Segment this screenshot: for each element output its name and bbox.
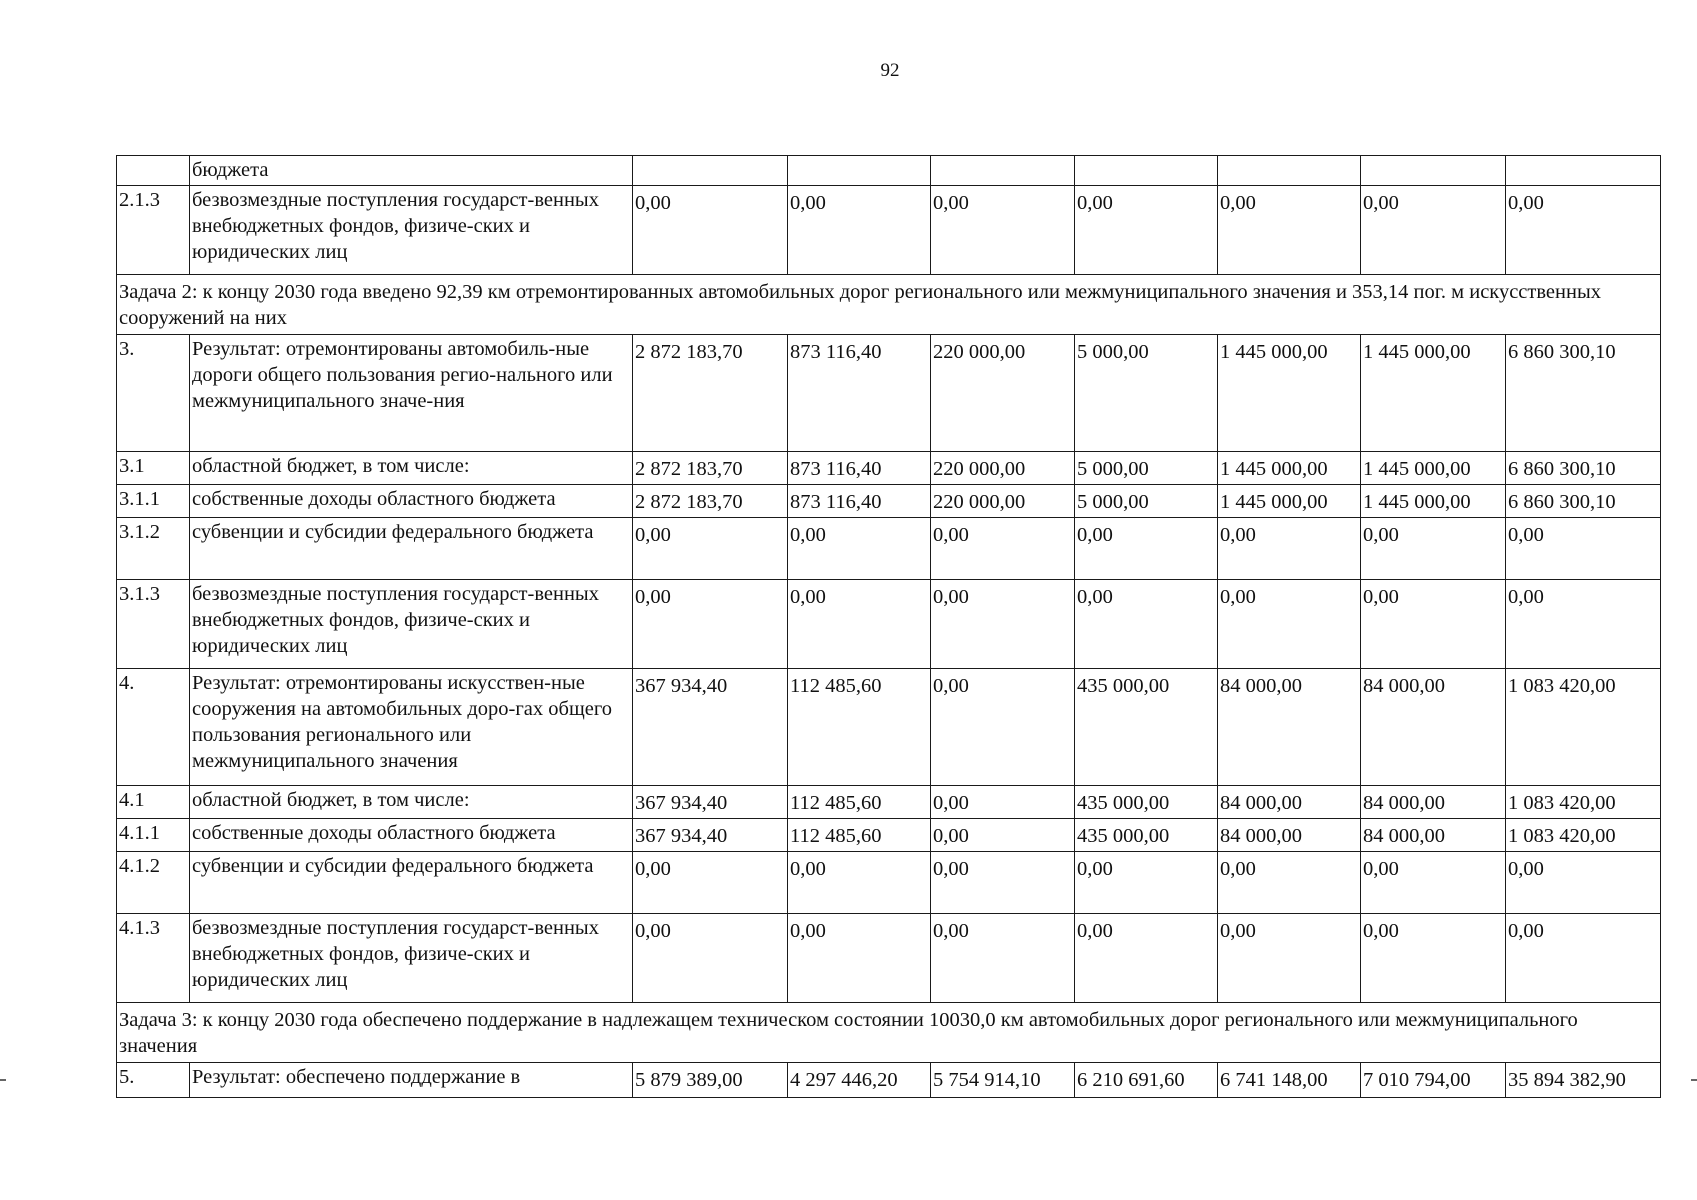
table-row bbox=[117, 156, 1661, 186]
row-code-cell: 3.1.3 bbox=[117, 580, 190, 669]
value-cell: 435 000,00 bbox=[1075, 786, 1218, 819]
value-cell: 112 485,60 bbox=[788, 819, 931, 852]
task-heading-cell: Задача 3: к концу 2030 года обеспечено поддержание в надлежащем техническом состоянии 10030,0 км автомобильных дорог регионального или межмуниципального значения bbox=[117, 1003, 1661, 1063]
value-cell: 1 083 420,00 bbox=[1506, 786, 1661, 819]
value-cell: 367 934,40 bbox=[633, 819, 788, 852]
value-cell: 6 860 300,10 bbox=[1506, 452, 1661, 485]
value-cell: 0,00 bbox=[788, 186, 931, 275]
row-name-cell: безвозмездные поступления государст-венных внебюджетных фондов, физиче-ских и юридических лиц bbox=[190, 580, 633, 669]
value-cell: 0,00 bbox=[1075, 914, 1218, 1003]
row-code-cell: 4.1.1 bbox=[117, 819, 190, 852]
value-cell: 0,00 bbox=[931, 914, 1075, 1003]
value-cell: 0,00 bbox=[1506, 186, 1661, 275]
value-cell: 35 894 382,90 bbox=[1506, 1063, 1661, 1098]
value-cell: 1 083 420,00 bbox=[1506, 669, 1661, 786]
value-cell: 5 000,00 bbox=[1075, 485, 1218, 518]
value-cell: 367 934,40 bbox=[633, 669, 788, 786]
value-cell: 873 116,40 bbox=[788, 452, 931, 485]
value-cell: 6 860 300,10 bbox=[1506, 335, 1661, 452]
value-cell: 0,00 bbox=[1506, 518, 1661, 580]
table-row bbox=[117, 518, 1661, 580]
value-cell: 1 445 000,00 bbox=[1218, 485, 1361, 518]
value-cell: 873 116,40 bbox=[788, 335, 931, 452]
row-name-cell: собственные доходы областного бюджета bbox=[190, 819, 633, 852]
value-cell: 2 872 183,70 bbox=[633, 485, 788, 518]
value-cell bbox=[633, 156, 788, 186]
value-cell: 84 000,00 bbox=[1218, 786, 1361, 819]
value-cell: 0,00 bbox=[1361, 914, 1506, 1003]
value-cell: 367 934,40 bbox=[633, 786, 788, 819]
table-row bbox=[117, 186, 1661, 275]
value-cell: 0,00 bbox=[1361, 518, 1506, 580]
value-cell: 220 000,00 bbox=[931, 485, 1075, 518]
value-cell: 2 872 183,70 bbox=[633, 335, 788, 452]
value-cell: 0,00 bbox=[931, 580, 1075, 669]
value-cell: 1 445 000,00 bbox=[1218, 335, 1361, 452]
value-cell: 0,00 bbox=[931, 186, 1075, 275]
value-cell: 0,00 bbox=[931, 819, 1075, 852]
table-row bbox=[117, 452, 1661, 485]
value-cell: 84 000,00 bbox=[1218, 819, 1361, 852]
row-code-cell: 4.1.3 bbox=[117, 914, 190, 1003]
value-cell: 0,00 bbox=[931, 669, 1075, 786]
row-code-cell: 5. bbox=[117, 1063, 190, 1098]
value-cell: 0,00 bbox=[1506, 914, 1661, 1003]
value-cell: 0,00 bbox=[1218, 852, 1361, 914]
value-cell: 1 445 000,00 bbox=[1361, 485, 1506, 518]
value-cell: 0,00 bbox=[788, 852, 931, 914]
value-cell: 0,00 bbox=[633, 580, 788, 669]
table-row bbox=[117, 485, 1661, 518]
value-cell: 0,00 bbox=[788, 518, 931, 580]
value-cell bbox=[1506, 156, 1661, 186]
value-cell: 84 000,00 bbox=[1218, 669, 1361, 786]
value-cell: 112 485,60 bbox=[788, 786, 931, 819]
value-cell: 435 000,00 bbox=[1075, 669, 1218, 786]
value-cell: 0,00 bbox=[633, 518, 788, 580]
value-cell: 0,00 bbox=[1218, 914, 1361, 1003]
table-row bbox=[117, 1063, 1661, 1098]
row-name-cell: бюджета bbox=[190, 156, 633, 186]
table-row bbox=[117, 914, 1661, 1003]
row-code-cell: 2.1.3 bbox=[117, 186, 190, 275]
table-row bbox=[117, 669, 1661, 786]
value-cell: 220 000,00 bbox=[931, 452, 1075, 485]
row-code-cell: 4. bbox=[117, 669, 190, 786]
value-cell: 5 000,00 bbox=[1075, 335, 1218, 452]
value-cell: 0,00 bbox=[1218, 518, 1361, 580]
value-cell: 6 860 300,10 bbox=[1506, 485, 1661, 518]
row-name-cell: областной бюджет, в том числе: bbox=[190, 786, 633, 819]
table-row bbox=[117, 786, 1661, 819]
table-row bbox=[117, 852, 1661, 914]
value-cell: 0,00 bbox=[633, 852, 788, 914]
value-cell: 0,00 bbox=[1361, 852, 1506, 914]
value-cell: 0,00 bbox=[1506, 852, 1661, 914]
value-cell: 0,00 bbox=[788, 580, 931, 669]
value-cell: 5 000,00 bbox=[1075, 452, 1218, 485]
left-scan-mark bbox=[0, 1079, 6, 1081]
value-cell: 0,00 bbox=[633, 186, 788, 275]
value-cell: 4 297 446,20 bbox=[788, 1063, 931, 1098]
value-cell: 0,00 bbox=[1218, 580, 1361, 669]
value-cell: 84 000,00 bbox=[1361, 669, 1506, 786]
value-cell: 0,00 bbox=[1075, 852, 1218, 914]
row-name-cell: областной бюджет, в том числе: bbox=[190, 452, 633, 485]
task-row bbox=[117, 275, 1661, 335]
value-cell: 6 210 691,60 bbox=[1075, 1063, 1218, 1098]
budget-table bbox=[116, 155, 1661, 1098]
value-cell: 0,00 bbox=[1361, 186, 1506, 275]
row-code-cell bbox=[117, 156, 190, 186]
value-cell bbox=[1075, 156, 1218, 186]
value-cell: 1 083 420,00 bbox=[1506, 819, 1661, 852]
value-cell: 84 000,00 bbox=[1361, 786, 1506, 819]
row-code-cell: 3.1 bbox=[117, 452, 190, 485]
right-scan-mark bbox=[1691, 1079, 1697, 1081]
value-cell: 0,00 bbox=[1218, 186, 1361, 275]
value-cell: 0,00 bbox=[931, 518, 1075, 580]
value-cell: 84 000,00 bbox=[1361, 819, 1506, 852]
value-cell: 873 116,40 bbox=[788, 485, 931, 518]
value-cell: 0,00 bbox=[788, 914, 931, 1003]
page-number: 92 bbox=[880, 60, 900, 81]
row-name-cell: Результат: отремонтированы автомобиль-ные дороги общего пользования регио-нального или межмуниципального значе-ния bbox=[190, 335, 633, 452]
table-row bbox=[117, 819, 1661, 852]
value-cell bbox=[1218, 156, 1361, 186]
value-cell: 0,00 bbox=[633, 914, 788, 1003]
value-cell bbox=[931, 156, 1075, 186]
row-name-cell: собственные доходы областного бюджета bbox=[190, 485, 633, 518]
task-row bbox=[117, 1003, 1661, 1063]
value-cell: 220 000,00 bbox=[931, 335, 1075, 452]
row-code-cell: 3.1.1 bbox=[117, 485, 190, 518]
table-row bbox=[117, 580, 1661, 669]
row-code-cell: 3. bbox=[117, 335, 190, 452]
value-cell: 5 754 914,10 bbox=[931, 1063, 1075, 1098]
value-cell: 7 010 794,00 bbox=[1361, 1063, 1506, 1098]
row-name-cell: Результат: отремонтированы искусствен-ные сооружения на автомобильных доро-гах общего пользования регионального или межмуниципального значения bbox=[190, 669, 633, 786]
value-cell: 0,00 bbox=[1075, 186, 1218, 275]
row-code-cell: 4.1 bbox=[117, 786, 190, 819]
value-cell: 1 445 000,00 bbox=[1361, 335, 1506, 452]
value-cell bbox=[788, 156, 931, 186]
row-code-cell: 4.1.2 bbox=[117, 852, 190, 914]
row-name-cell: безвозмездные поступления государст-венных внебюджетных фондов, физиче-ских и юридических лиц bbox=[190, 186, 633, 275]
row-name-cell: безвозмездные поступления государст-венных внебюджетных фондов, физиче-ских и юридических лиц bbox=[190, 914, 633, 1003]
value-cell: 0,00 bbox=[931, 852, 1075, 914]
value-cell: 2 872 183,70 bbox=[633, 452, 788, 485]
table-row bbox=[117, 335, 1661, 452]
row-name-cell: Результат: обеспечено поддержание в bbox=[190, 1063, 633, 1098]
row-name-cell: субвенции и субсидии федерального бюджета bbox=[190, 518, 633, 580]
value-cell: 0,00 bbox=[1075, 580, 1218, 669]
budget-table-body bbox=[117, 156, 1661, 1098]
value-cell: 5 879 389,00 bbox=[633, 1063, 788, 1098]
value-cell: 6 741 148,00 bbox=[1218, 1063, 1361, 1098]
value-cell: 1 445 000,00 bbox=[1218, 452, 1361, 485]
value-cell: 0,00 bbox=[931, 786, 1075, 819]
value-cell: 435 000,00 bbox=[1075, 819, 1218, 852]
value-cell: 0,00 bbox=[1361, 580, 1506, 669]
row-code-cell: 3.1.2 bbox=[117, 518, 190, 580]
value-cell: 112 485,60 bbox=[788, 669, 931, 786]
value-cell bbox=[1361, 156, 1506, 186]
value-cell: 1 445 000,00 bbox=[1361, 452, 1506, 485]
task-heading-cell: Задача 2: к концу 2030 года введено 92,39 км отремонтированных автомобильных дорог регионального или межмуниципального значения и 353,14 пог. м искусственных сооружений на них bbox=[117, 275, 1661, 335]
row-name-cell: субвенции и субсидии федерального бюджета bbox=[190, 852, 633, 914]
value-cell: 0,00 bbox=[1075, 518, 1218, 580]
value-cell: 0,00 bbox=[1506, 580, 1661, 669]
